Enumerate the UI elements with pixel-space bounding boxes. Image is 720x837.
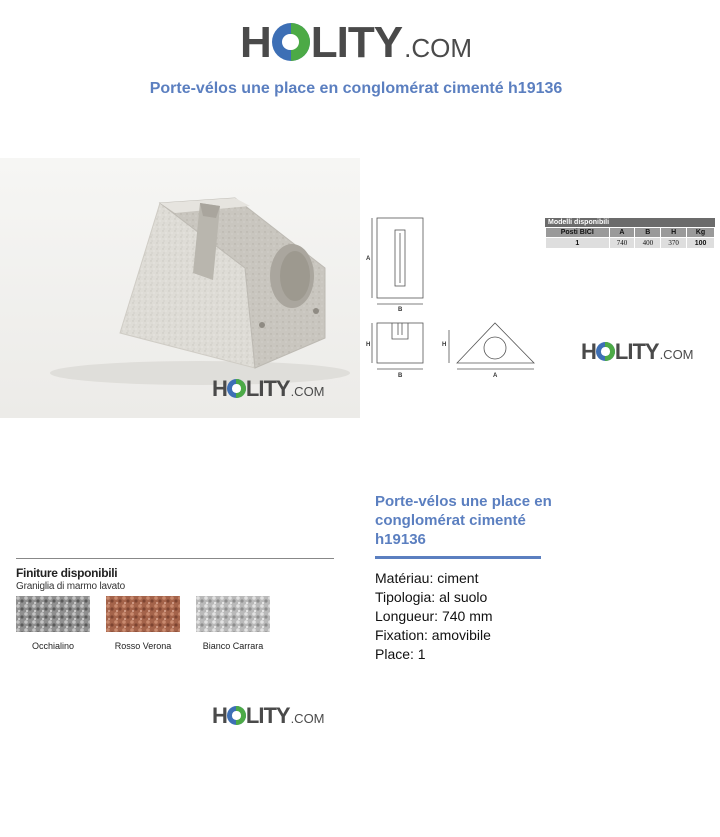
finish-texture: [16, 596, 90, 632]
table-header-cell: A: [609, 228, 635, 238]
logo-text-right: LITY: [614, 339, 659, 364]
finishes-title: Finiture disponibili: [16, 566, 118, 580]
product-photo: [0, 158, 360, 418]
logo-text-right: LITY: [245, 376, 290, 401]
logo-text-right: LITY: [310, 18, 403, 67]
table-cell: 740: [609, 238, 635, 249]
models-table: [545, 218, 715, 249]
product-description: [375, 492, 675, 664]
table-header-cell: Posti BICI: [546, 228, 610, 238]
finish-swatches: [16, 596, 334, 651]
page-title: Porte-vélos une place en conglomérat cimenté h19136: [149, 80, 563, 97]
photo-watermark-logo: [212, 376, 325, 402]
logo-o-icon: [227, 379, 246, 398]
logo-suffix: .COM: [290, 384, 325, 399]
dim-label-a-side: A: [493, 373, 498, 379]
logo-text-right: LITY: [245, 703, 290, 728]
spec-line: Matériau: ciment: [375, 570, 479, 586]
finishes-subtitle: Graniglia di marmo lavato: [16, 581, 125, 592]
technical-drawings: [362, 205, 542, 385]
table-row: [546, 238, 715, 249]
spec-line: Tipologia: al suolo: [375, 589, 488, 605]
table-cell: 1: [546, 238, 610, 249]
table-header-cell: Kg: [687, 228, 715, 238]
table-header-cell: H: [661, 228, 687, 238]
logo-suffix: .COM: [290, 711, 325, 726]
logo-o-icon: [227, 706, 246, 725]
site-logo[interactable]: [240, 18, 472, 68]
table-header-row: [546, 228, 715, 238]
dim-label-b-front: B: [398, 373, 403, 379]
table-header-cell: B: [635, 228, 661, 238]
dim-label-h: H: [366, 342, 371, 348]
logo-text-left: H: [240, 18, 271, 67]
spec-line: Longueur: 740 mm: [375, 608, 493, 624]
dim-label-h-side: H: [442, 342, 447, 348]
product-title: Porte-vélos une place en conglomérat cimenté h19136: [375, 493, 552, 548]
dimension-drawings: [362, 205, 542, 385]
finish-label: Occhialino: [31, 641, 75, 651]
models-table-caption: Modelli disponibili: [545, 218, 715, 227]
logo-suffix: .COM: [659, 347, 694, 362]
bottom-logo: [212, 703, 325, 729]
side-logo: [581, 339, 694, 365]
finishes-panel: [16, 558, 334, 651]
finish-swatch-rosso-verona[interactable]: [106, 596, 180, 651]
finish-swatch-occhialino[interactable]: [16, 596, 90, 651]
table-cell: 370: [661, 238, 687, 249]
dim-label-b: B: [398, 307, 403, 313]
finish-texture: [106, 596, 180, 632]
spec-line: Fixation: amovibile: [375, 627, 491, 643]
dim-label-a: A: [366, 256, 371, 262]
finish-texture: [196, 596, 270, 632]
spec-line: Place: 1: [375, 646, 426, 662]
title-underline: [375, 556, 541, 559]
logo-text-left: H: [212, 703, 227, 728]
finish-label: Bianco Carrara: [202, 641, 264, 651]
table-cell: 100: [687, 238, 715, 249]
finish-label: Rosso Verona: [114, 641, 172, 651]
logo-text-left: H: [581, 339, 596, 364]
finishes-divider: [16, 558, 334, 559]
table-cell: 400: [635, 238, 661, 249]
logo-suffix: .COM: [404, 33, 472, 63]
logo-o-icon: [596, 342, 615, 361]
logo-o-icon: [272, 23, 310, 61]
finish-swatch-bianco-carrara[interactable]: [196, 596, 270, 651]
logo-text-left: H: [212, 376, 227, 401]
